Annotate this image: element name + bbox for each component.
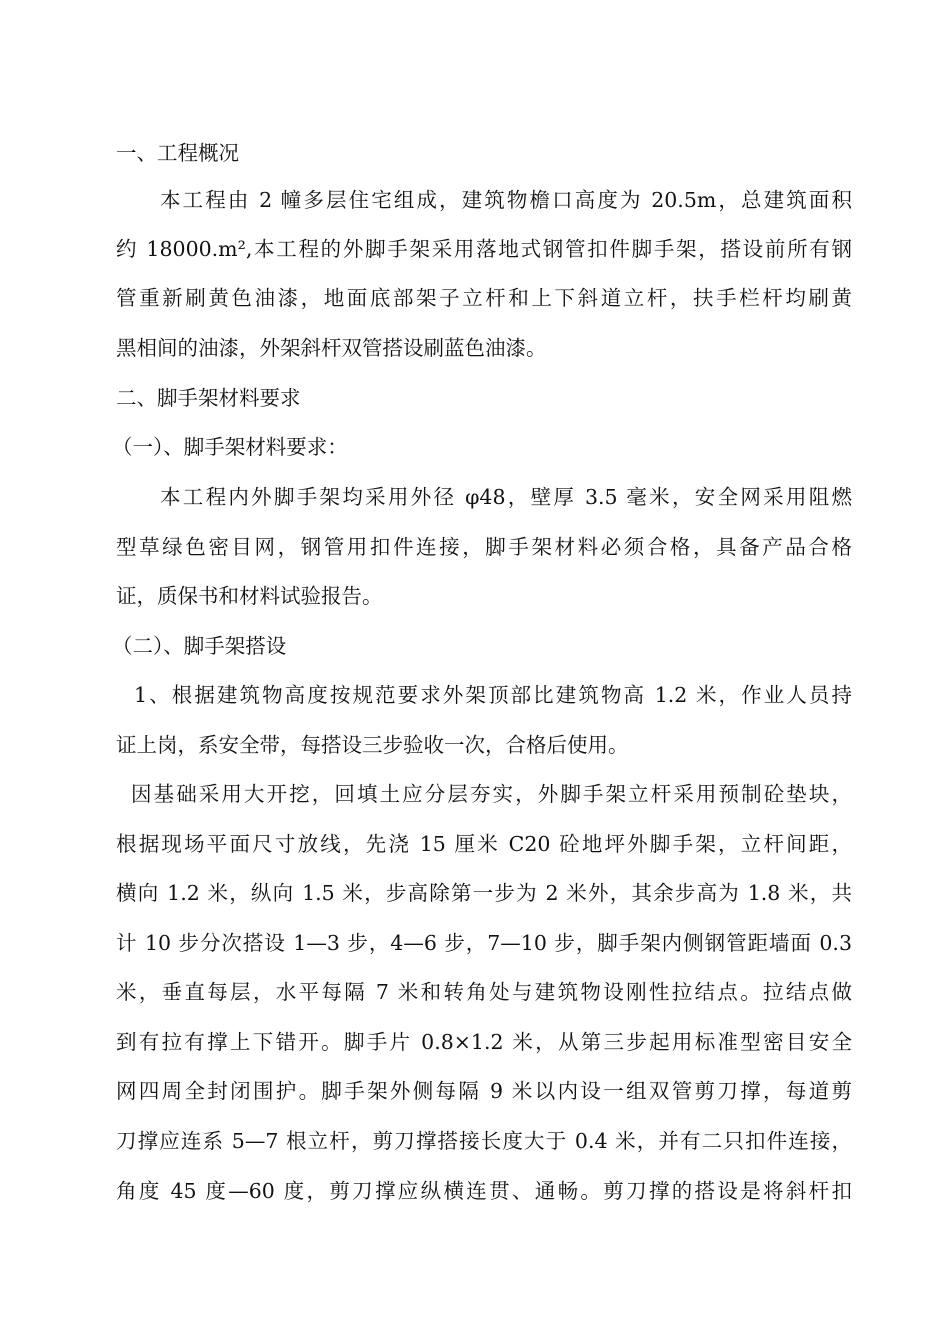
paragraph-line: 计 10 步分次搭设 1—3 步，4—6 步，7—10 步，脚手架内侧钢管距墙面 0.3 (116, 931, 852, 955)
paragraph-line: 角度 45 度—60 度，剪刀撑应纵横连贯、通畅。剪刀撑的搭设是将斜杆扣 (116, 1179, 852, 1203)
paragraph-line: 因基础采用大开挖，回填土应分层夯实，外脚手架立杆采用预制砼垫块， (131, 782, 852, 806)
paragraph-line: 到有拉有撑上下错开。脚手片 0.8×1.2 米，从第三步起用标准型密目安全 (116, 1030, 852, 1054)
paragraph-line: 横向 1.2 米，纵向 1.5 米，步高除第一步为 2 米外，其余步高为 1.8 米，共 (116, 881, 852, 905)
paragraph-line: 证，质保书和材料试验报告。 (116, 584, 383, 608)
section-heading-material-requirements: 二、脚手架材料要求 (116, 386, 301, 410)
paragraph-line: 网四周全封闭围护。脚手架外侧每隔 9 米以内设一组双管剪刀撑，每道剪 (116, 1079, 852, 1103)
paragraph-line: 根据现场平面尺寸放线，先浇 15 厘米 C20 砼地坪外脚手架，立杆间距， (116, 832, 852, 856)
paragraph-line: 本工程由 2 幢多层住宅组成，建筑物檐口高度为 20.5m，总建筑面积 (160, 188, 852, 212)
paragraph-line: 黑相间的油漆，外架斜杆双管搭设刷蓝色油漆。 (116, 336, 547, 360)
subsection-heading-erection: （二）、脚手架搭设 (112, 634, 287, 658)
paragraph-line: 证上岗，系安全带，每搭设三步验收一次，合格后使用。 (116, 733, 629, 757)
paragraph-line: 约 18000.m²,本工程的外脚手架采用落地式钢管扣件脚手架，搭设前所有钢 (116, 237, 852, 261)
paragraph-line: 本工程内外脚手架均采用外径 φ48，壁厚 3.5 毫米，安全网采用阻燃 (160, 485, 852, 509)
paragraph-line: 米，垂直每层，水平每隔 7 米和转角处与建筑物设刚性拉结点。拉结点做 (116, 980, 852, 1004)
section-heading-project-overview: 一、工程概况 (116, 141, 239, 165)
paragraph-line: 刀撑应连系 5—7 根立杆，剪刀撑搭接长度大于 0.4 米，并有二只扣件连接， (116, 1129, 852, 1153)
paragraph-line: 管重新刷黄色油漆，地面底部架子立杆和上下斜道立杆，扶手栏杆均刷黄 (116, 286, 852, 310)
subsection-heading-materials: （一）、脚手架材料要求： (112, 435, 348, 459)
paragraph-line: 型草绿色密目网，钢管用扣件连接，脚手架材料必须合格，具备产品合格 (116, 535, 852, 559)
paragraph-line: 1、根据建筑物高度按规范要求外架顶部比建筑物高 1.2 米，作业人员持 (134, 683, 852, 707)
